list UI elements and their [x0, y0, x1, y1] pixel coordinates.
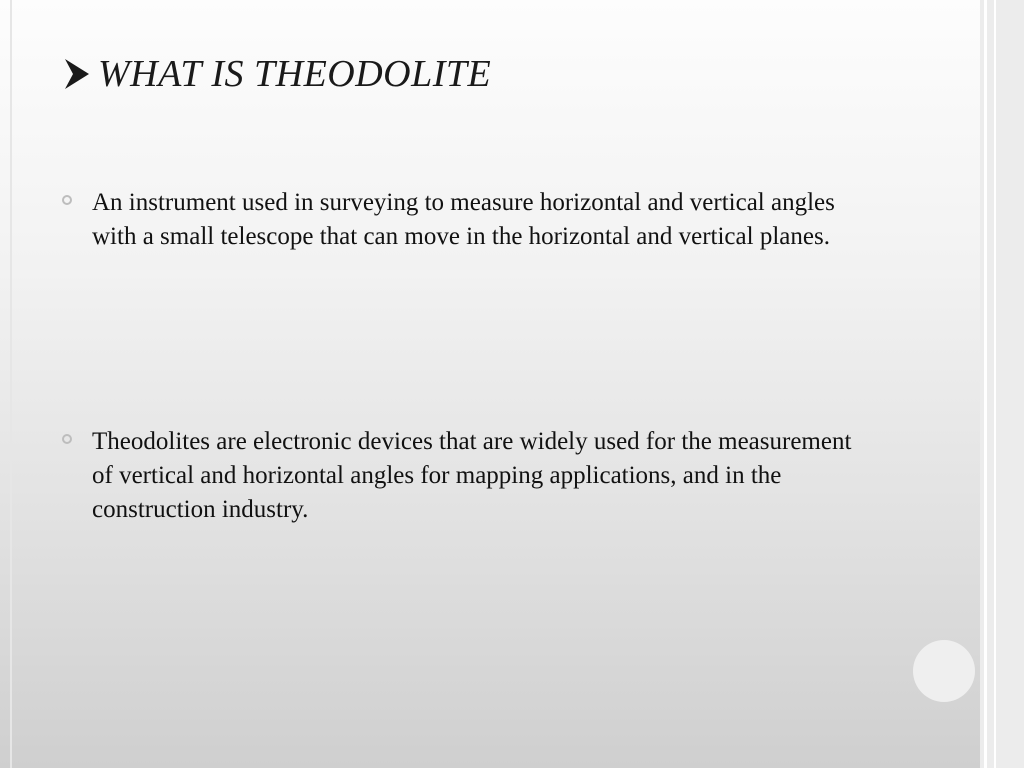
bullet-item: [62, 186, 862, 254]
bullet-ring-icon: [62, 434, 72, 444]
slide-title: [62, 52, 491, 96]
right-decorative-panel: [980, 0, 1024, 768]
left-border-rule: [10, 0, 12, 768]
bullet-item: [62, 425, 862, 527]
bullet-ring-icon: [62, 195, 72, 205]
decorative-circle: [913, 640, 975, 702]
arrowhead-bullet-icon: [62, 57, 92, 91]
bullet-text: Theodolites are electronic devices that are widely used for the measurement of vertical and horizontal angles for mapping applications, and in the construction industry.: [92, 428, 852, 523]
bullet-text: An instrument used in surveying to measure horizontal and vertical angles with a small telescope that can move in the horizontal and vertical planes.: [92, 189, 835, 250]
right-stripe: [994, 0, 996, 768]
right-stripe: [984, 0, 987, 768]
slide-title-text: WHAT IS THEODOLITE: [98, 53, 492, 95]
